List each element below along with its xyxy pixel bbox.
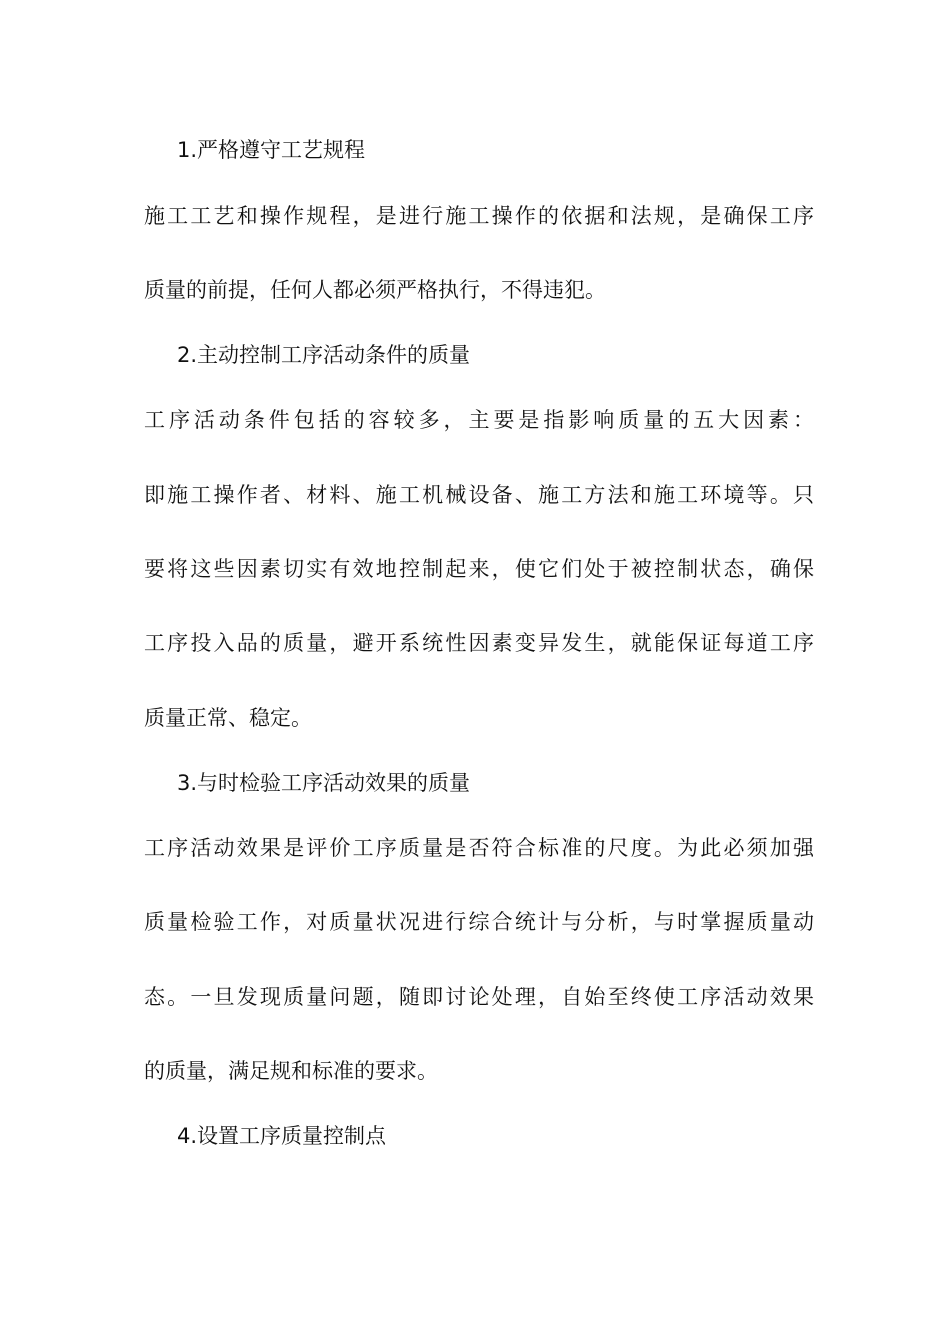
paragraph-line: 质量检验工作，对质量状况进行综合统计与分析，与时掌握质量动: [144, 910, 814, 934]
paragraph-line: 质量的前提，任何人都必须严格执行，不得违犯。: [144, 278, 606, 302]
section-heading-2: 2.主动控制工序活动条件的质量: [177, 343, 471, 367]
paragraph-line: 工序投入品的质量，避开系统性因素变异发生，就能保证每道工序: [144, 631, 814, 655]
section-heading-3: 3.与时检验工序活动效果的质量: [177, 771, 471, 795]
paragraph-line: 态。一旦发现质量问题，随即讨论处理，自始至终使工序活动效果: [144, 985, 814, 1009]
paragraph-line: 质量正常、稳定。: [144, 706, 312, 730]
paragraph-line: 要将这些因素切实有效地控制起来，使它们处于被控制状态，确保: [144, 557, 814, 581]
paragraph-line: 工序活动条件包括的容较多，主要是指影响质量的五大因素：: [144, 408, 814, 432]
paragraph-line: 施工工艺和操作规程，是进行施工操作的依据和法规，是确保工序: [144, 204, 814, 228]
section-heading-4: 4.设置工序质量控制点: [177, 1124, 387, 1148]
paragraph-line: 即施工操作者、材料、施工机械设备、施工方法和施工环境等。只: [144, 483, 814, 507]
paragraph-line: 工序活动效果是评价工序质量是否符合标准的尺度。为此必须加强: [144, 836, 814, 860]
paragraph-line: 的质量，满足规和标准的要求。: [144, 1059, 438, 1083]
section-heading-1: 1.严格遵守工艺规程: [177, 138, 366, 162]
